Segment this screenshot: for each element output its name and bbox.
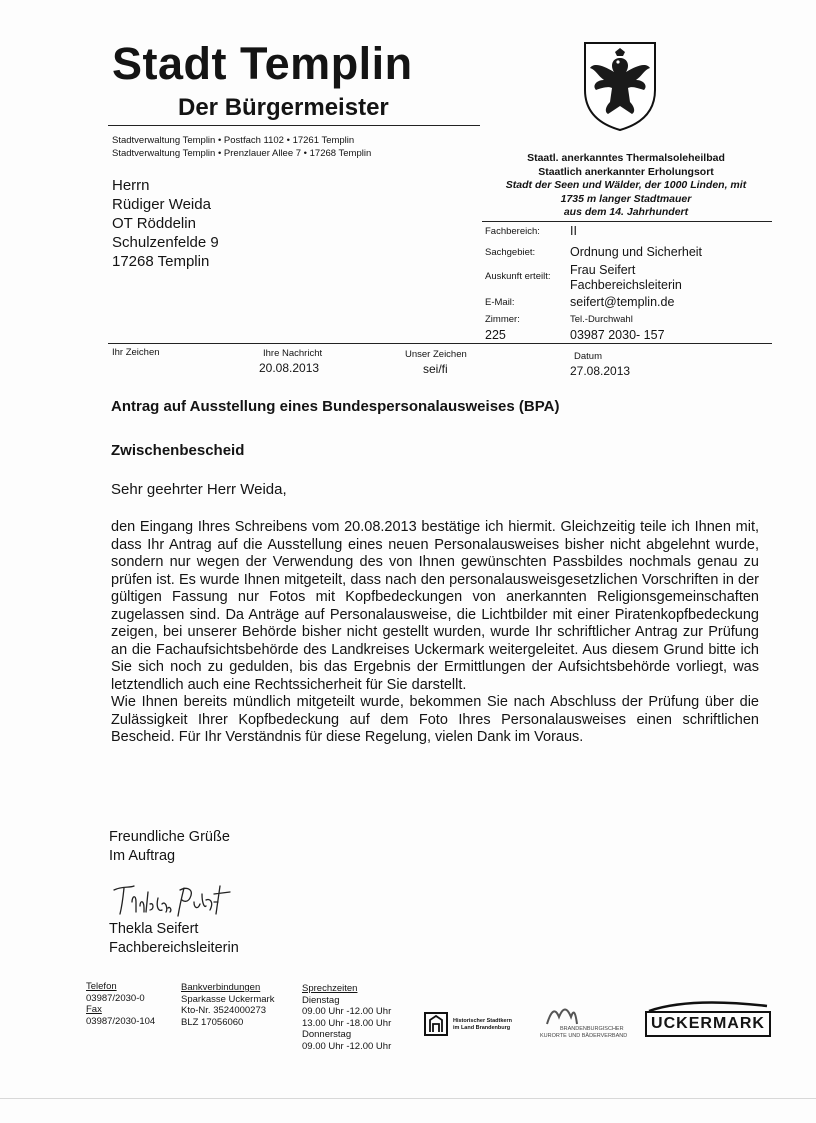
our-reference-value: sei/fi <box>423 362 448 376</box>
your-message-value: 20.08.2013 <box>259 361 320 375</box>
footer-phone-block <box>86 981 155 1027</box>
logo-2-line-2: KURORTE UND BÄDERVERBAND <box>540 1032 628 1039</box>
spa-association-text <box>540 1026 627 1039</box>
subject-area-label: Sachgebiet: <box>485 247 536 258</box>
footer-phone-heading: Telefon <box>86 981 117 992</box>
footer-hours-2a: 09.00 Uhr -12.00 Uhr <box>302 1040 392 1052</box>
header-rule <box>108 125 480 126</box>
your-reference-label: Ihr Zeichen <box>112 347 160 358</box>
logo-1-line-2: im Land Brandenburg <box>453 1024 511 1031</box>
closing-block <box>109 828 230 866</box>
date-value: 27.08.2013 <box>570 364 631 378</box>
contact-label: Auskunft erteilt: <box>485 271 551 282</box>
our-reference-label: Unser Zeichen <box>405 349 467 360</box>
footer-fax-value: 03987/2030-104 <box>86 1015 156 1027</box>
spa-association-logo-icon <box>545 1005 579 1025</box>
footer-hours-block <box>302 983 391 1052</box>
city-tagline <box>478 152 774 220</box>
handwritten-signature <box>110 880 242 918</box>
tagline-line-4: 1735 m langer Stadtmauer <box>560 192 692 205</box>
interim-notice: Zwischenbescheid <box>111 442 245 459</box>
your-message-label: Ihre Nachricht <box>263 348 323 359</box>
footer-bank-account: Kto-Nr. 3524000273 <box>181 1005 267 1016</box>
recipient-street: Schulzenfelde 9 <box>112 234 219 251</box>
footer-hours-1b: 13.00 Uhr -18.00 Uhr <box>302 1017 392 1029</box>
email-value: seifert@templin.de <box>570 295 675 309</box>
footer-hours-day-1: Dienstag <box>302 994 340 1006</box>
email-label: E-Mail: <box>485 297 515 308</box>
phone-label: Tel.-Durchwahl <box>570 314 633 325</box>
tagline-line-3: Stadt der Seen und Wälder, der 1000 Linden, mit <box>505 179 747 191</box>
office-title: Der Bürgermeister <box>178 94 389 121</box>
footer-phone-value: 03987/2030-0 <box>86 992 145 1004</box>
coat-of-arms-eagle-icon <box>582 40 658 132</box>
logo-1-line-1: Historischer Stadtkern <box>453 1018 512 1024</box>
info-top-rule <box>482 221 772 222</box>
body-paragraph-2: Wie Ihnen bereits mündlich mitgeteilt wurde, bekommen Sie nach Abschluss der Prüfung über die Zulässigkeit Ihrer Kopfbedeckung auf dem Foto Ihres Personalausweises einen schriftlichen Bescheid. Für Ihr Verständnis für diese Regelung, vielen Dank im Voraus. <box>111 694 759 745</box>
signer-block <box>109 920 239 958</box>
scan-edge-line <box>0 1098 816 1099</box>
city-title: Stadt Templin <box>112 38 413 89</box>
letter-subject: Antrag auf Ausstellung eines Bundespersonalausweises (BPA) <box>111 398 560 415</box>
tagline-line-2: Staatlich anerkannter Erholungsort <box>538 165 714 178</box>
footer-bank-heading: Bankverbindungen <box>181 982 261 993</box>
historic-town-centre-logo-icon <box>424 1012 448 1036</box>
recipient-name: Rüdiger Weida <box>112 196 211 213</box>
subject-area-value: Ordnung und Sicherheit <box>570 245 703 259</box>
room-value: 225 <box>485 328 506 342</box>
reference-rule <box>108 343 772 344</box>
footer-hours-heading: Sprechzeiten <box>302 983 358 994</box>
phone-value: 03987 2030- 157 <box>570 328 665 342</box>
department-label: Fachbereich: <box>485 226 540 237</box>
contact-name: Frau Seifert <box>570 263 636 277</box>
recipient-city: 17268 Templin <box>112 253 210 270</box>
footer-bank-code: BLZ 17056060 <box>181 1016 244 1028</box>
footer-fax-heading: Fax <box>86 1004 102 1015</box>
room-label: Zimmer: <box>485 314 520 325</box>
footer-bank-name: Sparkasse Uckermark <box>181 993 275 1005</box>
recipient-salutation: Herrn <box>112 177 150 194</box>
logo-2-line-1: BRANDENBURGISCHER <box>560 1026 624 1032</box>
historic-town-centre-text <box>453 1018 512 1031</box>
body-paragraph-1: den Eingang Ihres Schreibens vom 20.08.2013 bestätige ich hiermit. Gleichzeitig teile ich Ihnen mit, dass Ihr Antrag auf die Ausstellung eines neuen Personalausweises bisher nicht abgelehnt wurde, sondern nur wegen der Verwendung des von Ihnen gewünschten Passbildes nochmals genau zu prüfen ist. Es wurde Ihnen mitgeteilt, dass nach den personalausweisgesetzlichen Vorschriften in der gültigen Fassung nur Fotos mit Kopfbedeckungen von anerkannten Religionsgemeinschaften zugelassen sind. Da Anträge auf Personalausweise, die Lichtbilder mit einer Piratenkopfbedeckung zeigen, bei unserer Behörde bisher nicht gestellt wurden, wurde Ihr schriftlicher Antrag zur Prüfung an die Fachaufsichtsbehörde des Landkreises Uckermark weitergeleitet. Aus diesem Grund bitte ich Sie sich noch zu gedulden, bis das Ergebnis der Ermittlungen der Aufsichtsbehörde vorliegt, was letztendlich auch eine Rechtssicherheit für Sie darstellt. <box>111 519 759 693</box>
tagline-line-1: Staatl. anerkanntes Thermalsoleheilbad <box>527 152 725 164</box>
sender-line-2: Stadtverwaltung Templin • Prenzlauer Allee 7 • 17268 Templin <box>112 148 372 159</box>
footer-bank-block <box>181 982 274 1028</box>
footer-hours-day-2: Donnerstag <box>302 1029 352 1040</box>
recipient-district: OT Röddelin <box>112 215 196 232</box>
contact-role: Fachbereichsleiterin <box>570 278 682 292</box>
letter-body <box>111 519 759 747</box>
department-value: II <box>570 224 577 238</box>
recipient-address <box>112 176 219 271</box>
closing-on-behalf: Im Auftrag <box>109 848 176 864</box>
date-label: Datum <box>574 351 602 362</box>
sender-line-1: Stadtverwaltung Templin • Postfach 1102 • 17261 Templin <box>112 135 355 146</box>
footer-hours-1a: 09.00 Uhr -12.00 Uhr <box>302 1006 392 1017</box>
closing-regards: Freundliche Grüße <box>109 829 230 845</box>
tagline-line-5: aus dem 14. Jahrhundert <box>563 206 689 218</box>
signer-name: Thekla Seifert <box>109 921 199 937</box>
letter-greeting: Sehr geehrter Herr Weida, <box>111 481 287 498</box>
uckermark-logo: UCKERMARK <box>645 1011 771 1037</box>
signer-role: Fachbereichsleiterin <box>109 940 239 956</box>
